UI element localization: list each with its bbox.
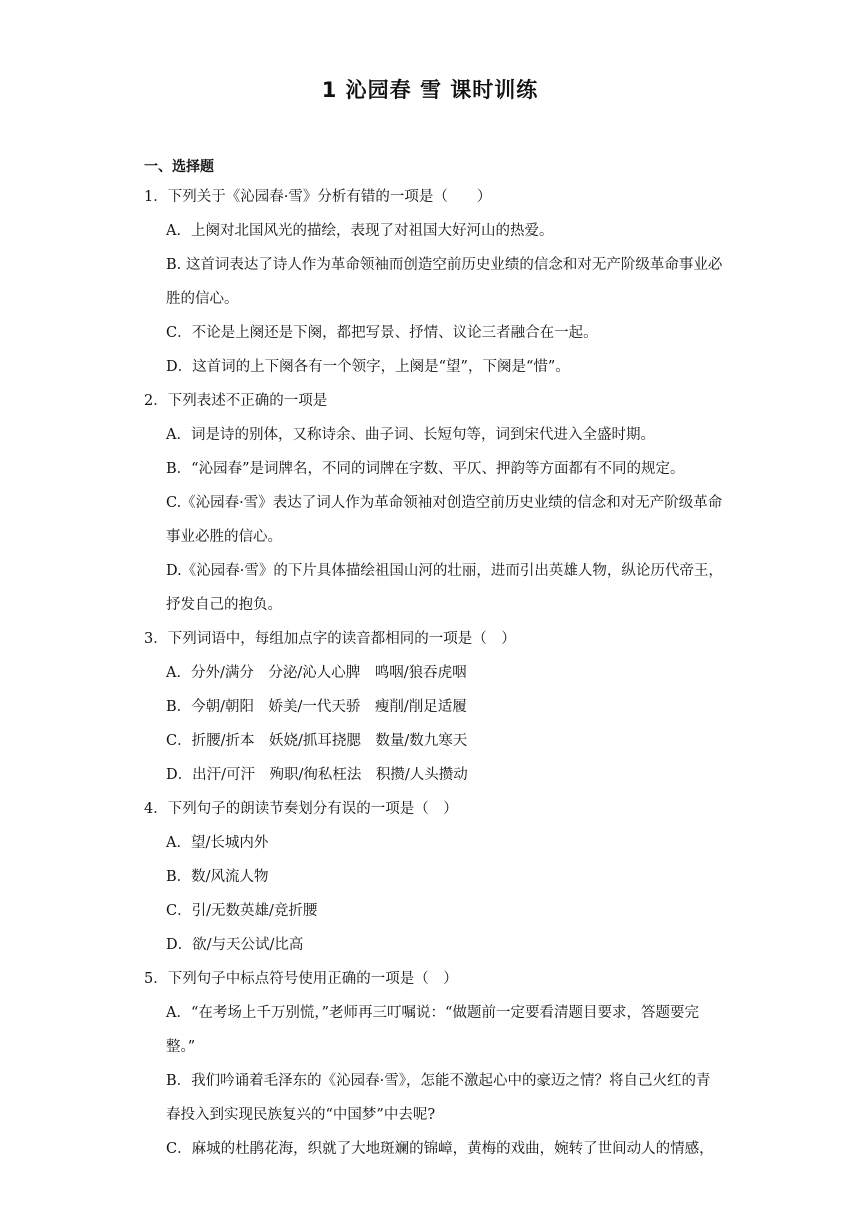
option-a: A．词是诗的别体，又称诗余、曲子词、长短句等，词到宋代进入全盛时期。 <box>166 427 655 443</box>
option-b: B. 这首词表达了诗人作为革命领袖而创造空前历史业绩的信念和对无产阶级革命事业必胜的信心。 <box>166 257 723 307</box>
option-d: D．出汗/可汗 殉职/徇私枉法 积攒/人头攒动 <box>166 767 468 783</box>
option-d: D．这首词的上下阕各有一个领字，上阕是“望”，下阕是“惜”。 <box>166 359 570 375</box>
option-b: B．今朝/朝阳 娇美/一代天骄 瘦削/削足适履 <box>166 699 467 715</box>
question-4 <box>144 792 724 962</box>
question-3 <box>144 622 724 792</box>
section-heading: 一、选择题 <box>144 159 214 175</box>
option-c: C．引/无数英雄/竞折腰 <box>166 903 318 919</box>
option-c: C.《沁园春·雪》表达了词人作为革命领袖对创造空前历史业绩的信念和对无产阶级革命事业必胜的信心。 <box>166 495 723 545</box>
question-stem: 4．下列句子的朗读节奏划分有误的一项是（ ） <box>144 801 458 817</box>
option-a: A．分外/满分 分泌/沁人心脾 鸣咽/狼吞虎咽 <box>166 665 467 681</box>
option-b: B．数/风流人物 <box>166 869 269 885</box>
option-d: D．欲/与天公试/比高 <box>166 937 304 953</box>
content <box>144 156 724 1166</box>
question-5 <box>144 962 724 1166</box>
option-a: A．上阕对北国风光的描绘，表现了对祖国大好河山的热爱。 <box>166 223 554 239</box>
question-stem: 2．下列表述不正确的一项是 <box>144 393 328 409</box>
option-a: A．“在考场上千万别慌，”老师再三叮嘱说：“做题前一定要看清题目要求，答题要完整。” <box>166 1005 699 1055</box>
option-c: C．麻城的杜鹃花海，织就了大地斑斓的锦嶂，黄梅的戏曲，婉转了世间动人的情感， <box>166 1141 714 1157</box>
option-d: D.《沁园春·雪》的下片具体描绘祖国山河的壮丽，进而引出英雄人物，纵论历代帝王，抒发自己的抱负。 <box>166 563 723 613</box>
option-a: A．望/长城内外 <box>166 835 269 851</box>
option-c: C．折腰/折本 妖娆/抓耳挠腮 数量/数九寒天 <box>166 733 468 749</box>
question-stem: 5．下列句子中标点符号使用正确的一项是（ ） <box>144 971 458 987</box>
question-stem: 1．下列关于《沁园春·雪》分析有错的一项是（ ） <box>144 189 492 205</box>
question-stem: 3．下列词语中，每组加点字的读音都相同的一项是（ ） <box>144 631 516 647</box>
option-c: C．不论是上阕还是下阕，都把写景、抒情、议论三者融合在一起。 <box>166 325 598 341</box>
option-b: B．我们吟诵着毛泽东的《沁园春·雪》，怎能不激起心中的豪迈之情？将自己火红的青春投入到实现民族复兴的“中国梦”中去呢? <box>166 1073 711 1123</box>
question-1 <box>144 180 724 384</box>
option-b: B．“沁园春”是词牌名，不同的词牌在字数、平仄、押韵等方面都有不同的规定。 <box>166 461 685 477</box>
page-title: 1 沁园春 雪 课时训练 <box>321 78 539 102</box>
question-2 <box>144 384 724 622</box>
